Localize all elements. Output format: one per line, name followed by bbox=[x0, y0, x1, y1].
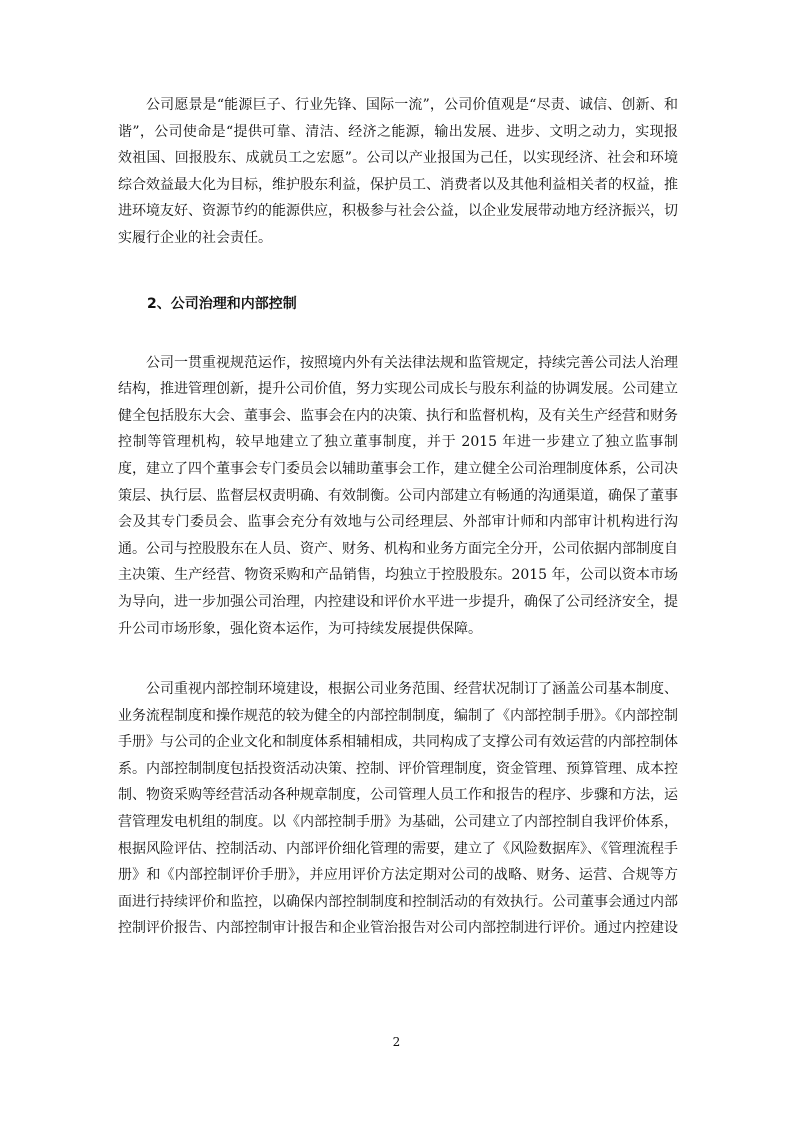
paragraph-governance: 公司一贯重视规范运作，按照境内外有关法律法规和监管规定，持续完善公司法人治理结构，推进管理创新，提升公司价值，努力实现公司成长与股东利益的协调发展。公司建立健全包括股东大会、董事会、监事会在内的决策、执行和监督机构，及有关生产经营和财务控制等管理机构，较早地建立了独立董事制度，并于 2015 年进一步建立了独立监事制度，建立了四个董事会专门委员会以辅助董事会工作，建立健全公司治理制度体系，公司决策层、执行层、监督层权责明确、有效制衡。公司内部建立有畅通的沟通渠道，确保了董事会及其专门委员会、监事会充分有效地与公司经理层、外部审计师和内部审计机构进行沟通。公司与控股股东在人员、资产、财务、机构和业务方面完全分开，公司依据内部制度自主决策、生产经营、物资采购和产品销售，均独立于控股股东。2015 年，公司以资本市场为导向，进一步加强公司治理，内控建设和评价水平进一步提升，确保了公司经济安全，提升公司市场形象，强化资本运作，为可持续发展提供保障。 bbox=[118, 354, 678, 637]
section-heading: 2、公司治理和内部控制 bbox=[147, 295, 297, 312]
document-page bbox=[118, 92, 678, 942]
paragraph-internal-control: 公司重视内部控制环境建设，根据公司业务范围、经营状况制订了涵盖公司基本制度、业务流程制度和操作规范的较为健全的内部控制制度，编制了《内部控制手册》。《内部控制手册》与公司的企业文化和制度体系相辅相成，共同构成了支撑公司有效运营的内部控制体系。内部控制制度包括投资活动决策、控制、评价管理制度，资金管理、预算管理、成本控制、物资采购等经营活动各种规章制度，公司管理人员工作和报告的程序、步骤和方法，运营管理发电机组的制度。以《内部控制手册》为基础，公司建立了内部控制自我评价体系，根据风险评估、控制活动、内部评价细化管理的需要，建立了《风险数据库》、《管理流程手册》和《内部控制评价手册》，并应用评价方法定期对公司的战略、财务、运营、合规等方面进行持续评价和监控，以确保内部控制制度和控制活动的有效执行。公司董事会通过内部控制评价报告、内部控制审计报告和企业管治报告对公司内部控制进行评价。通过内控建设 bbox=[118, 681, 678, 937]
paragraph-vision: 公司愿景是“能源巨子、行业先锋、国际一流”，公司价值观是“尽责、诚信、创新、和谐”，公司使命是“提供可靠、清洁、经济之能源，输出发展、进步、文明之动力，实现报效祖国、回报股东、成就员工之宏愿”。公司以产业报国为己任，以实现经济、社会和环境综合效益最大化为目标，维护股东利益，保护员工、消费者以及其他利益相关者的权益，推进环境友好、资源节约的能源供应，积极参与社会公益，以企业发展带动地方经济振兴，切实履行企业的社会责任。 bbox=[118, 97, 678, 246]
page-number: 2 bbox=[392, 1035, 401, 1049]
